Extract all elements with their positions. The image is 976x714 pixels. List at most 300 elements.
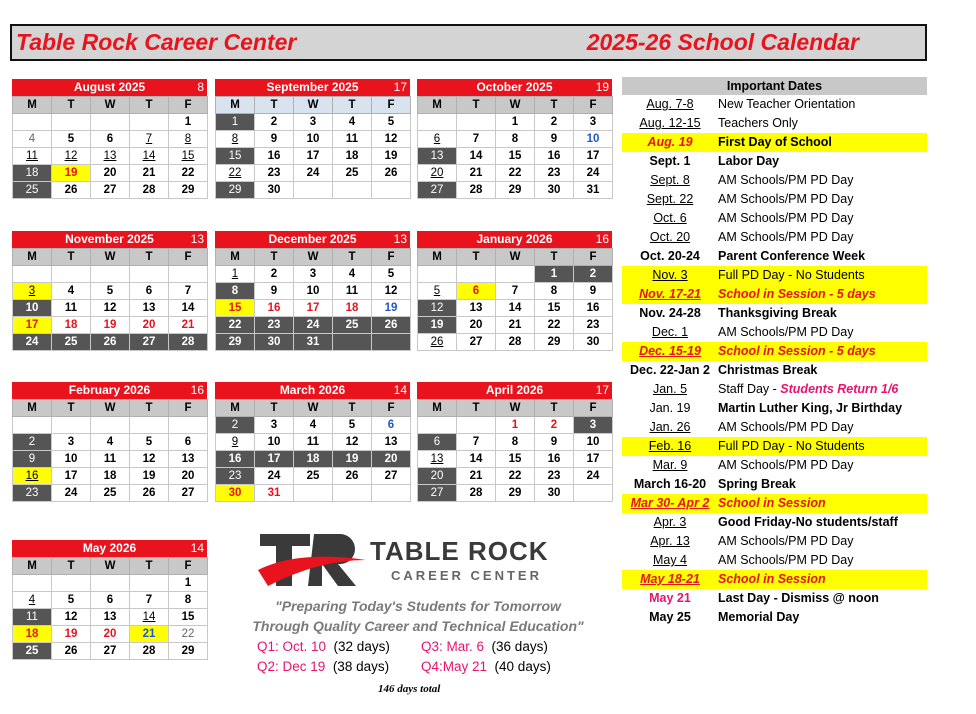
month-header: [215, 231, 410, 248]
day-cell: 1: [216, 114, 255, 131]
day-cell: 6: [457, 283, 496, 300]
motto-line-2: Through Quality Career and Technical Education": [252, 618, 584, 634]
day-cell: 13: [130, 300, 169, 317]
day-cell: 7: [457, 434, 496, 451]
day-cell: 6: [418, 434, 457, 451]
month-table: [12, 557, 208, 660]
day-cell: 12: [91, 300, 130, 317]
day-cell: 12: [333, 434, 372, 451]
weekday-header: F: [574, 249, 613, 266]
day-cell: 13: [457, 300, 496, 317]
day-cell: 31: [255, 485, 294, 502]
day-cell: 7: [169, 283, 208, 300]
important-date: Jan. 26: [649, 420, 691, 434]
day-cell: 11: [13, 609, 52, 626]
day-cell: 13: [418, 148, 457, 165]
day-cell: 19: [130, 468, 169, 485]
weekday-header: W: [91, 558, 130, 575]
important-date: Sept. 22: [646, 192, 694, 206]
day-cell: 17: [574, 451, 613, 468]
important-event: Memorial Day: [718, 610, 800, 624]
month-february-2026: [12, 382, 207, 502]
day-cell: 9: [574, 283, 613, 300]
day-cell: [294, 485, 333, 502]
month-may-2026: [12, 540, 207, 660]
month-table: [215, 248, 411, 351]
day-cell: 27: [457, 334, 496, 351]
month-table: [417, 248, 613, 351]
day-cell: 16: [216, 451, 255, 468]
day-cell: [333, 182, 372, 199]
important-date: Aug. 12-15: [639, 116, 701, 130]
weekday-header: F: [372, 400, 411, 417]
month-header: [12, 231, 207, 248]
weekday-header: T: [130, 97, 169, 114]
day-cell: 15: [535, 300, 574, 317]
important-date-row: [622, 152, 927, 171]
weekday-header: W: [294, 249, 333, 266]
day-cell: 3: [294, 114, 333, 131]
day-cell: 30: [216, 485, 255, 502]
day-cell: [130, 266, 169, 283]
day-cell: 19: [52, 626, 91, 643]
day-cell: 24: [574, 165, 613, 182]
day-cell: 13: [91, 609, 130, 626]
day-cell: 15: [496, 148, 535, 165]
weekday-header: F: [372, 97, 411, 114]
important-date: Mar 30- Apr 2: [630, 496, 710, 510]
important-date-row: [622, 570, 927, 589]
day-cell: 12: [52, 609, 91, 626]
weekday-header: T: [535, 249, 574, 266]
day-cell: 3: [574, 114, 613, 131]
weekday-header: T: [457, 97, 496, 114]
month-october-2025: [417, 79, 612, 199]
weekday-header: T: [333, 97, 372, 114]
day-cell: 6: [91, 592, 130, 609]
day-cell: 8: [535, 283, 574, 300]
important-date-row: [622, 456, 927, 475]
day-cell: 3: [574, 417, 613, 434]
month-march-2026: [215, 382, 410, 502]
day-cell: 21: [130, 626, 169, 643]
day-cell: 26: [418, 334, 457, 351]
day-cell: [130, 575, 169, 592]
month-day-count: 14: [393, 383, 407, 397]
day-cell: 7: [130, 131, 169, 148]
month-name: March 2026: [279, 383, 346, 397]
important-event: AM Schools/PM PD Day: [718, 211, 854, 225]
weekday-header: M: [13, 558, 52, 575]
important-date: Dec. 15-19: [639, 344, 701, 358]
important-date-row: [622, 418, 927, 437]
day-cell: 30: [255, 182, 294, 199]
important-date: Oct. 20: [649, 230, 691, 244]
day-cell: 3: [52, 434, 91, 451]
weekday-header: W: [91, 249, 130, 266]
important-date-row: [622, 133, 927, 152]
weekday-header: T: [333, 249, 372, 266]
day-cell: 28: [130, 182, 169, 199]
day-cell: 27: [418, 485, 457, 502]
quarter-q1: Q1: Oct. 10 (32 days): [257, 639, 390, 654]
day-cell: 1: [496, 114, 535, 131]
day-cell: 23: [574, 317, 613, 334]
day-cell: 2: [574, 266, 613, 283]
day-cell: 13: [169, 451, 208, 468]
important-event: AM Schools/PM PD Day: [718, 230, 854, 244]
day-cell: 8: [169, 592, 208, 609]
day-cell: 1: [216, 266, 255, 283]
important-date-row: [622, 304, 927, 323]
important-event: Full PD Day - No Students: [718, 268, 865, 282]
day-cell: [418, 114, 457, 131]
important-date: Feb. 16: [648, 439, 692, 453]
weekday-header: F: [372, 249, 411, 266]
day-cell: 10: [574, 131, 613, 148]
weekday-header: W: [91, 97, 130, 114]
day-cell: 14: [130, 609, 169, 626]
day-cell: 26: [52, 182, 91, 199]
day-cell: 25: [13, 182, 52, 199]
month-day-count: 17: [595, 383, 609, 397]
day-cell: 26: [372, 165, 411, 182]
day-cell: 20: [457, 317, 496, 334]
important-date: Aug. 19: [647, 135, 693, 149]
total-days: 146 days total: [378, 683, 441, 695]
weekday-header: W: [496, 97, 535, 114]
day-cell: 4: [294, 417, 333, 434]
day-cell: 25: [13, 643, 52, 660]
month-name: January 2026: [476, 232, 553, 246]
day-cell: 20: [418, 468, 457, 485]
weekday-header: T: [255, 97, 294, 114]
day-cell: 9: [535, 131, 574, 148]
weekday-header: W: [294, 400, 333, 417]
day-cell: 27: [91, 643, 130, 660]
month-day-count: 16: [595, 232, 609, 246]
month-name: August 2025: [73, 80, 146, 94]
day-cell: 24: [294, 165, 333, 182]
weekday-header: F: [169, 249, 208, 266]
day-cell: 4: [13, 592, 52, 609]
important-event: AM Schools/PM PD Day: [718, 192, 854, 206]
important-event: Staff Day - Students Return 1/6: [718, 382, 899, 396]
day-cell: 27: [130, 334, 169, 351]
day-cell: 24: [52, 485, 91, 502]
day-cell: 11: [13, 148, 52, 165]
day-cell: 12: [372, 283, 411, 300]
day-cell: 21: [130, 165, 169, 182]
day-cell: 25: [333, 165, 372, 182]
important-date: Sept. 1: [649, 154, 691, 168]
day-cell: 17: [52, 468, 91, 485]
month-name: October 2025: [476, 80, 553, 94]
motto-line-1: "Preparing Today's Students for Tomorrow: [275, 598, 561, 614]
important-date-row: [622, 475, 927, 494]
day-cell: 3: [294, 266, 333, 283]
day-cell: 26: [130, 485, 169, 502]
important-date: Apr. 3: [653, 515, 687, 529]
weekday-header: M: [216, 97, 255, 114]
month-november-2025: [12, 231, 207, 351]
day-cell: 1: [169, 575, 208, 592]
day-cell: 14: [496, 300, 535, 317]
day-cell: [457, 114, 496, 131]
day-cell: 17: [13, 317, 52, 334]
important-event: School in Session - 5 days: [718, 287, 876, 301]
day-cell: [372, 334, 411, 351]
day-cell: [91, 417, 130, 434]
important-event: Good Friday-No students/staff: [718, 515, 898, 529]
day-cell: 17: [294, 148, 333, 165]
day-cell: [91, 266, 130, 283]
day-cell: 16: [255, 148, 294, 165]
month-name: February 2026: [68, 383, 151, 397]
month-name: September 2025: [266, 80, 359, 94]
day-cell: [294, 182, 333, 199]
month-header: [215, 382, 410, 399]
tr-logo-icon: [258, 530, 368, 590]
day-cell: 2: [255, 114, 294, 131]
important-date-row: [622, 361, 927, 380]
day-cell: 7: [496, 283, 535, 300]
day-cell: 9: [13, 451, 52, 468]
important-date-row: [622, 209, 927, 228]
day-cell: 24: [255, 468, 294, 485]
day-cell: [52, 266, 91, 283]
day-cell: [52, 417, 91, 434]
day-cell: 18: [333, 148, 372, 165]
day-cell: 8: [496, 434, 535, 451]
important-event: Christmas Break: [718, 363, 818, 377]
day-cell: 20: [130, 317, 169, 334]
day-cell: 15: [496, 451, 535, 468]
day-cell: 10: [574, 434, 613, 451]
school-title: Table Rock Career Center: [16, 29, 297, 55]
month-name: April 2026: [485, 383, 544, 397]
weekday-header: T: [535, 400, 574, 417]
day-cell: 14: [457, 451, 496, 468]
day-cell: 23: [535, 165, 574, 182]
day-cell: [130, 114, 169, 131]
day-cell: 12: [52, 148, 91, 165]
month-header: [417, 231, 612, 248]
day-cell: 27: [372, 468, 411, 485]
important-date: Oct. 6: [653, 211, 687, 225]
month-day-count: 13: [190, 232, 204, 246]
day-cell: 4: [13, 131, 52, 148]
quarter-q3: Q3: Mar. 6 (36 days): [421, 639, 548, 654]
day-cell: 25: [294, 468, 333, 485]
important-date-row: [622, 437, 927, 456]
day-cell: 26: [52, 643, 91, 660]
important-event: AM Schools/PM PD Day: [718, 420, 854, 434]
day-cell: 15: [216, 148, 255, 165]
day-cell: 30: [574, 334, 613, 351]
important-date-row: [622, 399, 927, 418]
day-cell: 19: [333, 451, 372, 468]
logo-title: TABLE ROCK: [370, 536, 549, 566]
day-cell: 13: [91, 148, 130, 165]
day-cell: 23: [13, 485, 52, 502]
weekday-header: T: [52, 249, 91, 266]
important-event: Spring Break: [718, 477, 796, 491]
weekday-header: W: [496, 249, 535, 266]
day-cell: 9: [535, 434, 574, 451]
day-cell: 29: [169, 643, 208, 660]
day-cell: 15: [169, 609, 208, 626]
month-header: [12, 382, 207, 399]
day-cell: 5: [52, 131, 91, 148]
day-cell: 7: [457, 131, 496, 148]
important-event: School in Session: [718, 572, 826, 586]
day-cell: [574, 485, 613, 502]
day-cell: 4: [52, 283, 91, 300]
day-cell: [333, 334, 372, 351]
important-dates-panel: [622, 77, 927, 627]
day-cell: [418, 266, 457, 283]
month-name: November 2025: [65, 232, 154, 246]
weekday-header: F: [169, 400, 208, 417]
calendar-title: 2025-26 School Calendar: [586, 29, 859, 55]
important-date-row: [622, 285, 927, 304]
day-cell: 18: [52, 317, 91, 334]
day-cell: 20: [418, 165, 457, 182]
day-cell: 8: [169, 131, 208, 148]
day-cell: 2: [255, 266, 294, 283]
calendar-header: [10, 24, 927, 61]
important-event: Last Day - Dismiss @ noon: [718, 591, 879, 605]
important-event: AM Schools/PM PD Day: [718, 173, 854, 187]
day-cell: 29: [216, 334, 255, 351]
day-cell: 8: [496, 131, 535, 148]
important-event: New Teacher Orientation: [718, 97, 856, 111]
important-date: Dec. 1: [651, 325, 689, 339]
day-cell: [52, 575, 91, 592]
day-cell: 5: [52, 592, 91, 609]
day-cell: 6: [130, 283, 169, 300]
weekday-header: T: [535, 97, 574, 114]
day-cell: 10: [294, 283, 333, 300]
day-cell: 14: [457, 148, 496, 165]
important-date: May 21: [649, 591, 691, 605]
day-cell: 22: [496, 165, 535, 182]
day-cell: 22: [496, 468, 535, 485]
day-cell: 27: [169, 485, 208, 502]
day-cell: 21: [457, 165, 496, 182]
day-cell: [13, 575, 52, 592]
day-cell: 4: [333, 266, 372, 283]
day-cell: 16: [255, 300, 294, 317]
important-date-row: [622, 513, 927, 532]
month-day-count: 13: [393, 232, 407, 246]
day-cell: [457, 266, 496, 283]
day-cell: 19: [52, 165, 91, 182]
day-cell: 5: [418, 283, 457, 300]
weekday-header: W: [91, 400, 130, 417]
day-cell: 5: [333, 417, 372, 434]
day-cell: [13, 266, 52, 283]
day-cell: 3: [13, 283, 52, 300]
day-cell: 19: [372, 148, 411, 165]
important-date-row: [622, 228, 927, 247]
day-cell: 24: [574, 468, 613, 485]
day-cell: 10: [13, 300, 52, 317]
important-date: May 25: [649, 610, 691, 624]
quarter-q2: Q2: Dec 19 (38 days): [257, 659, 390, 674]
day-cell: 30: [535, 485, 574, 502]
important-date: May 4: [652, 553, 688, 567]
day-cell: 28: [457, 182, 496, 199]
day-cell: [169, 417, 208, 434]
month-header: [417, 382, 612, 399]
day-cell: 6: [169, 434, 208, 451]
month-header: [417, 79, 612, 96]
important-date-row: [622, 532, 927, 551]
important-event: Parent Conference Week: [718, 249, 866, 263]
day-cell: 22: [169, 626, 208, 643]
day-cell: 18: [13, 165, 52, 182]
day-cell: 6: [418, 131, 457, 148]
month-day-count: 16: [190, 383, 204, 397]
day-cell: [91, 114, 130, 131]
month-table: [417, 96, 613, 199]
weekday-header: T: [130, 558, 169, 575]
important-date-row: [622, 95, 927, 114]
month-table: [12, 248, 208, 351]
important-event: AM Schools/PM PD Day: [718, 458, 854, 472]
day-cell: 24: [13, 334, 52, 351]
logo: [258, 530, 588, 590]
day-cell: 20: [169, 468, 208, 485]
day-cell: 27: [418, 182, 457, 199]
important-event: School in Session: [718, 496, 826, 510]
month-name: May 2026: [82, 541, 137, 555]
day-cell: 29: [216, 182, 255, 199]
month-table: [417, 399, 613, 502]
weekday-header: W: [294, 97, 333, 114]
important-event: Full PD Day - No Students: [718, 439, 865, 453]
day-cell: 13: [418, 451, 457, 468]
day-cell: 8: [216, 131, 255, 148]
weekday-header: T: [52, 97, 91, 114]
day-cell: 18: [294, 451, 333, 468]
day-cell: 16: [535, 148, 574, 165]
day-cell: [496, 266, 535, 283]
day-cell: 1: [535, 266, 574, 283]
day-cell: 5: [91, 283, 130, 300]
weekday-header: M: [418, 97, 457, 114]
weekday-header: M: [13, 249, 52, 266]
logo-subtitle: CAREER CENTER: [391, 568, 542, 583]
weekday-header: T: [333, 400, 372, 417]
day-cell: [52, 114, 91, 131]
day-cell: 18: [91, 468, 130, 485]
day-cell: 27: [91, 182, 130, 199]
day-cell: 31: [574, 182, 613, 199]
day-cell: 29: [496, 182, 535, 199]
important-date-row: [622, 342, 927, 361]
weekday-header: F: [574, 400, 613, 417]
important-date-row: [622, 589, 927, 608]
weekday-header: M: [418, 249, 457, 266]
important-date-row: [622, 114, 927, 133]
weekday-header: F: [169, 558, 208, 575]
important-date: May 18-21: [640, 572, 700, 586]
day-cell: 25: [52, 334, 91, 351]
important-date: Dec. 22-Jan 2: [630, 363, 710, 377]
